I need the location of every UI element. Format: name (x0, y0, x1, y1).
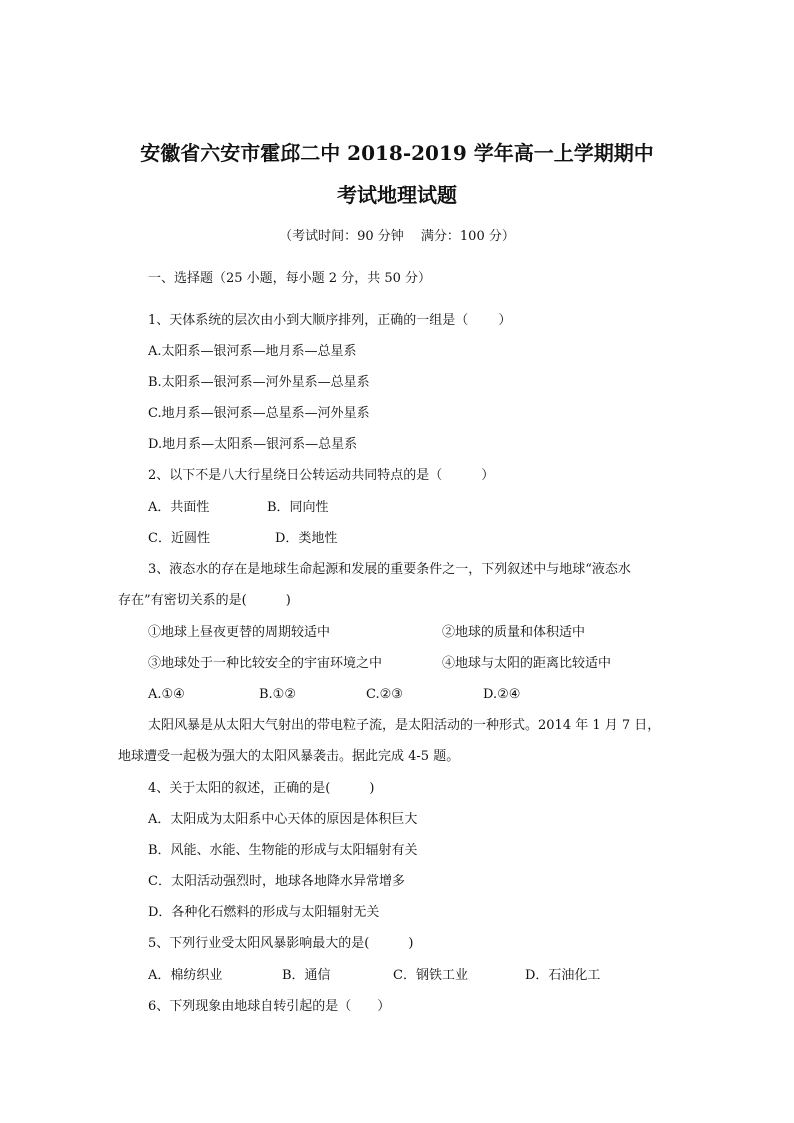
exam-info: （考试时间：90 分钟 满分：100 分） (279, 229, 515, 244)
question-stem: 6、下列现象由地球自转引起的是（ ） (148, 999, 391, 1014)
option-b: B．通信 (282, 968, 331, 983)
option-a: A.①④ (148, 687, 185, 702)
question-stem: 4、关于太阳的叙述，正确的是( ) (148, 781, 375, 796)
option-d: D．各种化石燃料的形成与太阳辐射无关 (148, 905, 380, 920)
question-stem: 2、以下不是八大行星绕日公转运动共同特点的是（ ） (148, 468, 495, 483)
question-stem: 5、下列行业受太阳风暴影响最大的是( ) (148, 936, 414, 951)
option-d: D．石油化工 (525, 968, 601, 983)
statement-4: ④地球与太阳的距离比较适中 (442, 656, 612, 671)
option-a: A.太阳系—银河系—地月系—总星系 (148, 344, 357, 359)
question-stem-line-1: 3、液态水的存在是地球生命起源和发展的重要条件之一，下列叙述中与地球“液态水 (148, 562, 631, 577)
option-c: C.地月系—银河系—总星系—河外星系 (148, 406, 370, 421)
option-c: C.②③ (366, 687, 403, 702)
statement-3: ③地球处于一种比较安全的宇宙环境之中 (148, 656, 383, 671)
option-d: D．类地性 (275, 531, 338, 546)
option-b: B．风能、水能、生物能的形成与太阳辐射有关 (148, 843, 418, 858)
section-heading: 一、选择题（25 小题，每小题 2 分，共 50 分） (148, 271, 432, 286)
question-stem: 1、天体系统的层次由小到大顺序排列，正确的一组是（ ） (148, 313, 512, 328)
option-c: C．近圆性 (148, 531, 210, 546)
passage-line-2: 地球遭受一起极为强大的太阳风暴袭击。据此完成 4-5 题。 (118, 749, 460, 764)
passage-line-1: 太阳风暴是从太阳大气射出的带电粒子流，是太阳活动的一种形式。2014 年 1 月 7 日， (148, 718, 661, 733)
option-d: D.地月系—太阳系—银河系—总星系 (148, 437, 358, 452)
option-a: A．棉纺织业 (148, 968, 223, 983)
exam-title-line-1: 安徽省六安市霍邱二中 2018-2019 学年高一上学期期中 (140, 141, 654, 165)
option-a: A．共面性 (148, 500, 210, 515)
statement-1: ①地球上昼夜更替的周期较适中 (148, 625, 331, 640)
question-stem-line-2: 存在”有密切关系的是( ) (118, 593, 291, 608)
option-c: C．钢铁工业 (393, 968, 468, 983)
exam-title-line-2: 考试地理试题 (337, 183, 457, 207)
option-c: C．太阳活动强烈时，地球各地降水异常增多 (148, 874, 405, 889)
option-b: B．同向性 (267, 500, 329, 515)
option-b: B.①② (259, 687, 296, 702)
option-b: B.太阳系—银河系—河外星系—总星系 (148, 375, 370, 390)
statement-2: ②地球的质量和体积适中 (442, 625, 586, 640)
option-d: D.②④ (483, 687, 521, 702)
option-a: A．太阳成为太阳系中心天体的原因是体积巨大 (148, 812, 418, 827)
